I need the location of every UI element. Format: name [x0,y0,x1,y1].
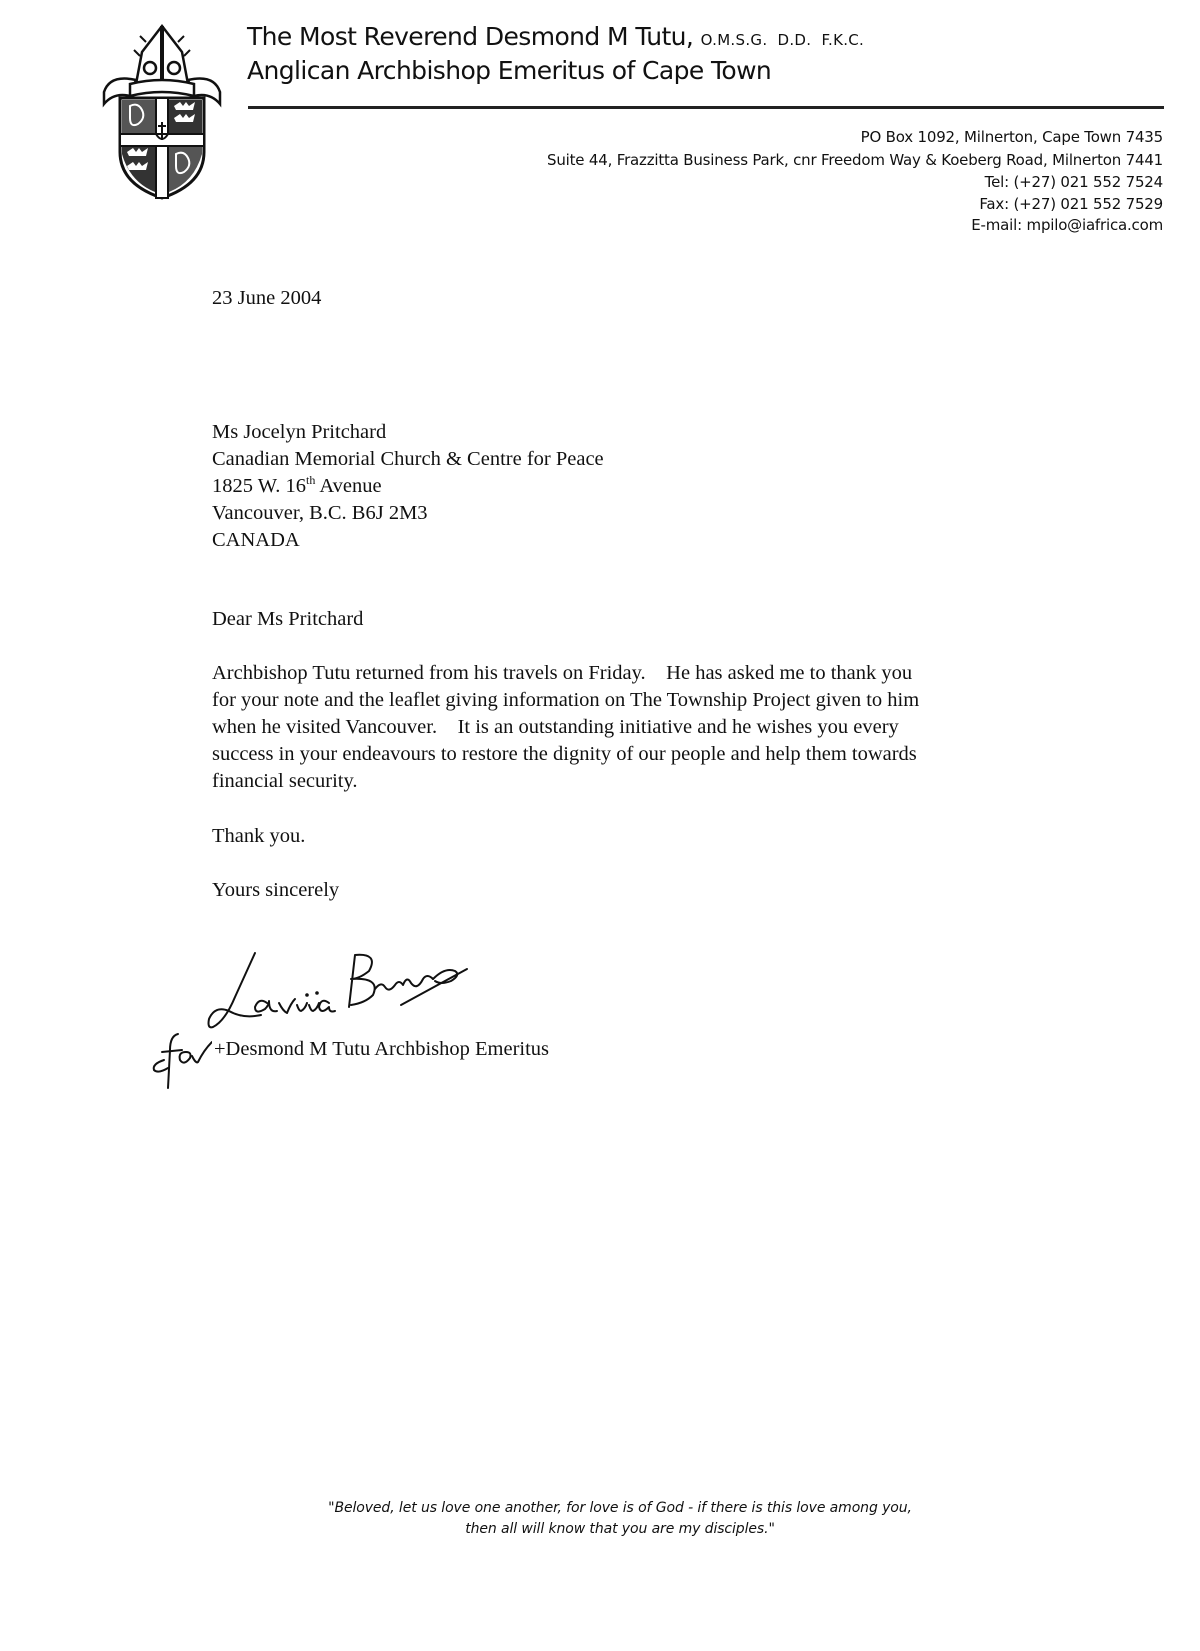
letter-date: 23 June 2004 [212,287,322,309]
recipient-country: CANADA [212,529,300,551]
address-po-box: PO Box 1092, Milnerton, Cape Town 7435 [860,128,1163,146]
address-email: E-mail: mpilo@iafrica.com [971,216,1163,234]
handwritten-signature [205,945,485,1035]
signatory: +Desmond M Tutu Archbishop Emeritus [214,1038,550,1060]
coat-of-arms-icon [100,22,225,202]
address-telephone: Tel: (+27) 021 552 7524 [984,173,1163,191]
salutation: Dear Ms Pritchard [212,608,364,630]
recipient-organisation: Canadian Memorial Church & Centre for Peace [212,448,604,470]
body-line: Archbishop Tutu returned from his travels on Friday. He has asked me to thank you [212,662,913,684]
recipient-city: Vancouver, B.C. B6J 2M3 [212,502,428,524]
closing: Yours sincerely [212,879,340,901]
body-line: when he visited Vancouver. It is an outstanding initiative and he wishes you every [212,716,899,738]
recipient-street-number: 1825 W. 16 [212,475,306,497]
body-line: for your note and the leaflet giving information on The Township Project given to him [212,689,920,711]
letterhead-divider [248,106,1164,109]
footer-quote-line: then all will know that you are my disciples." [465,1521,775,1537]
footer-quote-line: "Beloved, let us love one another, for love is of God - if there is this love among you, [328,1500,912,1516]
letterhead-name-text: The Most Reverend Desmond M Tutu, [247,22,694,51]
letterhead-postnominals: O.M.S.G. D.D. F.K.C. [700,31,865,49]
recipient-street [212,475,382,498]
address-street: Suite 44, Frazzitta Business Park, cnr Freedom Way & Koeberg Road, Milnerton 7441 [547,151,1163,169]
thanks: Thank you. [212,825,306,847]
recipient-street-ordinal: th [305,473,316,487]
recipient-name: Ms Jocelyn Pritchard [212,421,387,443]
address-fax: Fax: (+27) 021 552 7529 [979,195,1163,213]
body-line: success in your endeavours to restore the dignity of our people and help them towards [212,743,917,765]
body-line: financial security. [212,770,358,792]
letterhead-title: Anglican Archbishop Emeritus of Cape Town [247,56,772,85]
recipient-street-name: Avenue [315,475,382,497]
handwritten-for [150,1030,212,1090]
letterhead-name [247,22,864,51]
